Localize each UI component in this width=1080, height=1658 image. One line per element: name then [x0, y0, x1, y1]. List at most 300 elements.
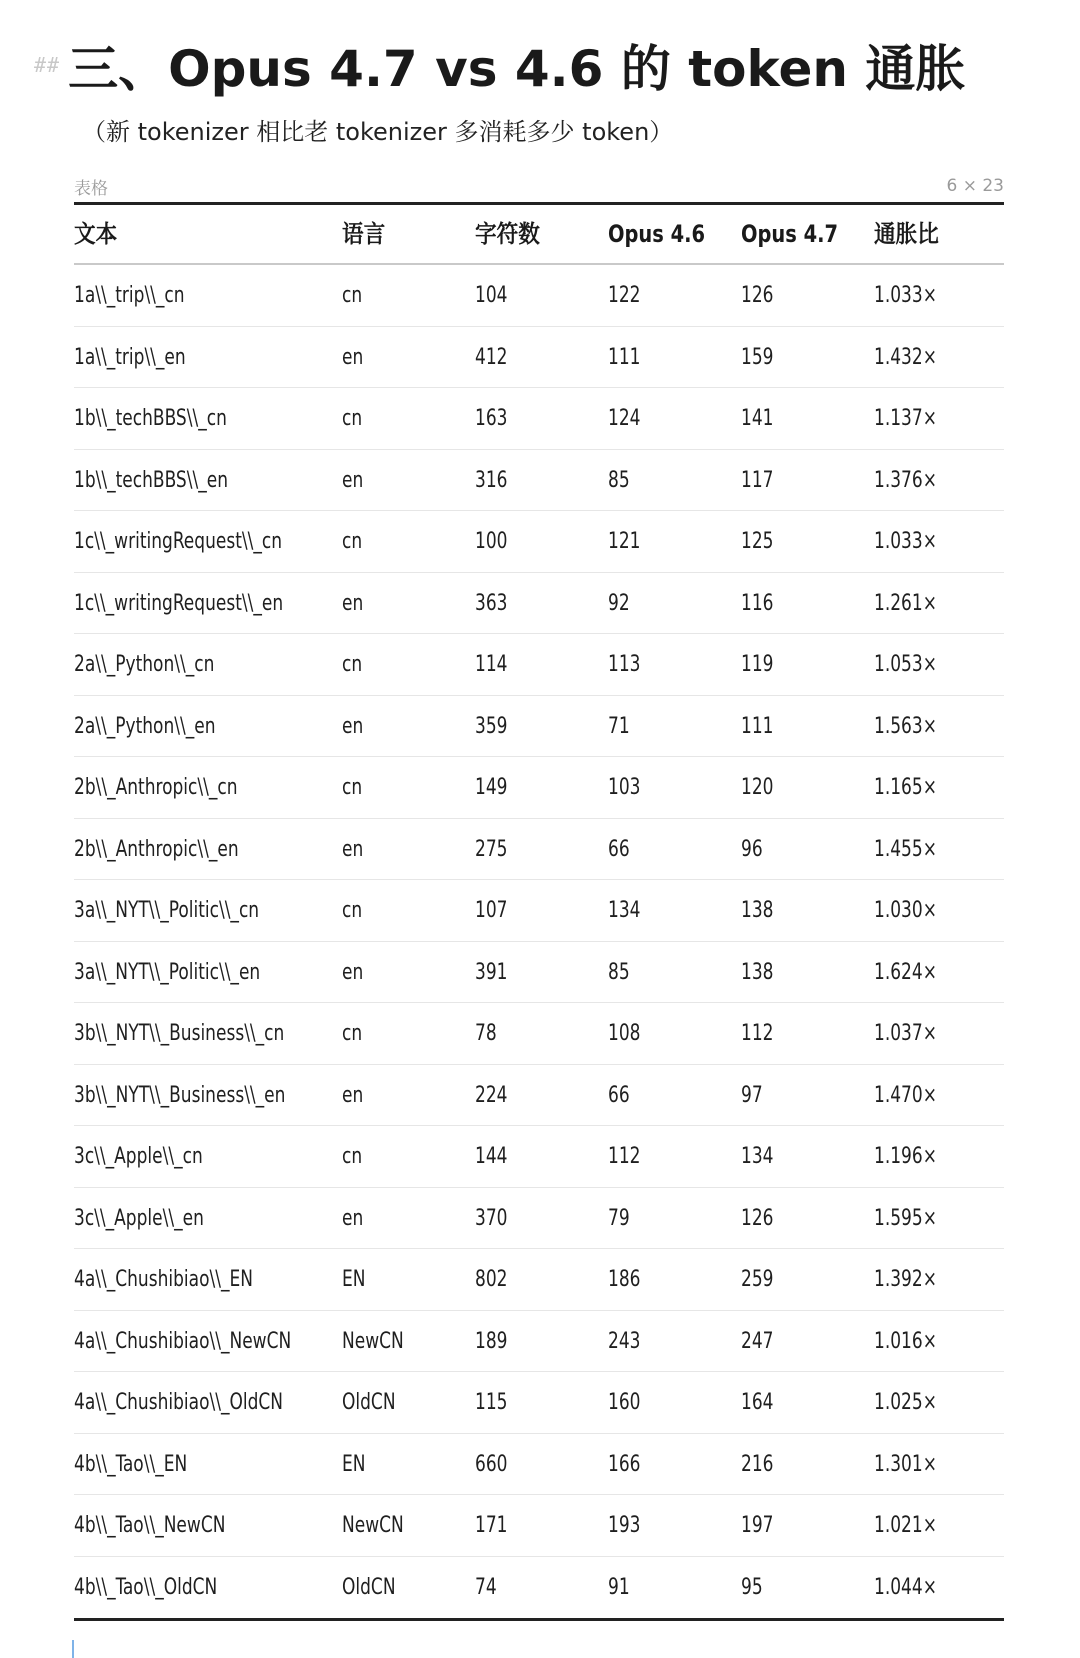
table-cell-value: 78 — [475, 1021, 497, 1046]
cell-text-name — [74, 388, 342, 450]
cell-char-count — [475, 511, 608, 573]
table-cell-value: 1.432× — [874, 344, 937, 370]
table-cell-value: 3a\\_NYT\\_Politic\\_cn — [74, 898, 260, 923]
cell-opus-47 — [741, 1188, 874, 1250]
cell-inflation-ratio — [874, 1495, 1004, 1557]
cell-language — [342, 450, 475, 512]
table-cell-value: 4b\\_Tao\\_OldCN — [74, 1574, 218, 1600]
table-cell-value: cn — [342, 1021, 363, 1046]
cell-language — [342, 1557, 475, 1619]
cell-opus-46 — [608, 757, 741, 819]
table-cell-value: NewCN — [342, 1328, 404, 1354]
table-cell-value: 2a\\_Python\\_cn — [74, 652, 215, 677]
table-container — [74, 202, 1004, 1621]
column-header-label: Opus 4.6 — [608, 220, 706, 248]
cell-inflation-ratio — [874, 388, 1004, 450]
cell-inflation-ratio — [874, 696, 1004, 758]
table-cell-value: 359 — [475, 713, 508, 739]
table-cell-value: 1.624× — [874, 959, 937, 985]
table-cell-value: 71 — [608, 713, 630, 739]
table-row — [74, 696, 1004, 758]
table-cell-value: 1.595× — [874, 1205, 937, 1231]
table-cell-value: 1.016× — [874, 1328, 937, 1354]
table-row — [74, 327, 1004, 389]
table-cell-value: 114 — [475, 652, 508, 677]
column-header-label: 文本 — [74, 220, 118, 248]
cell-language — [342, 1065, 475, 1127]
cell-opus-46 — [608, 511, 741, 573]
cell-opus-47 — [741, 388, 874, 450]
cell-opus-46 — [608, 573, 741, 635]
table-cell-value: 138 — [741, 898, 774, 923]
column-header-inflation-ratio — [874, 205, 1004, 265]
cell-opus-47 — [741, 265, 874, 327]
table-cell-value: 1a\\_trip\\_en — [74, 344, 186, 370]
cell-opus-46 — [608, 1434, 741, 1496]
table-cell-value: 95 — [741, 1574, 763, 1600]
table-cell-value: OldCN — [342, 1390, 396, 1415]
cell-language — [342, 573, 475, 635]
column-header-opus-47 — [741, 205, 874, 265]
table-cell-value: 160 — [608, 1390, 641, 1415]
table-cell-value: 4a\\_Chushibiao\\_OldCN — [74, 1390, 284, 1415]
table-cell-value: 111 — [608, 344, 641, 370]
table-cell-value: 1.301× — [874, 1451, 937, 1477]
column-header-label: Opus 4.7 — [741, 220, 839, 248]
table-cell-value: 113 — [608, 652, 641, 677]
table-row — [74, 1372, 1004, 1434]
cell-char-count — [475, 1003, 608, 1065]
table-meta — [74, 173, 1004, 199]
cell-text-name — [74, 327, 342, 389]
table-cell-value: 74 — [475, 1574, 497, 1600]
table-cell-value: 115 — [475, 1390, 508, 1415]
table-cell-value: cn — [342, 406, 363, 431]
table-cell-value: 112 — [608, 1144, 641, 1169]
page-title: 三、Opus 4.7 vs 4.6 的 token 通胀 — [68, 40, 966, 98]
table-cell-value: 92 — [608, 590, 630, 616]
table-cell-value: 243 — [608, 1328, 641, 1354]
table-cell-value: OldCN — [342, 1574, 396, 1600]
cell-inflation-ratio — [874, 1003, 1004, 1065]
table-cell-value: 108 — [608, 1021, 641, 1046]
cell-opus-46 — [608, 1495, 741, 1557]
cell-opus-46 — [608, 450, 741, 512]
cell-text-name — [74, 819, 342, 881]
table-cell-value: 316 — [475, 467, 508, 493]
cell-inflation-ratio — [874, 1311, 1004, 1373]
table-cell-value: 275 — [475, 836, 508, 862]
table-cell-value: 134 — [608, 898, 641, 923]
cell-inflation-ratio — [874, 1372, 1004, 1434]
table-header-row — [74, 205, 1004, 265]
table-cell-value: 802 — [475, 1267, 508, 1292]
table-row — [74, 265, 1004, 327]
cell-opus-46 — [608, 1557, 741, 1619]
table-cell-value: 119 — [741, 652, 774, 677]
cell-opus-46 — [608, 388, 741, 450]
table-cell-value: 412 — [475, 344, 508, 370]
table-cell-value: 1.165× — [874, 775, 937, 800]
cell-inflation-ratio — [874, 819, 1004, 881]
table-cell-value: 100 — [475, 529, 508, 554]
table-row — [74, 880, 1004, 942]
cell-opus-47 — [741, 696, 874, 758]
table-row — [74, 1126, 1004, 1188]
table-cell-value: 111 — [741, 713, 774, 739]
cell-text-name — [74, 942, 342, 1004]
table-cell-value: 166 — [608, 1451, 641, 1477]
table-cell-value: 370 — [475, 1205, 508, 1231]
table-cell-value: 85 — [608, 467, 630, 493]
cell-inflation-ratio — [874, 880, 1004, 942]
cell-inflation-ratio — [874, 511, 1004, 573]
cell-language — [342, 696, 475, 758]
table-cell-value: 2b\\_Anthropic\\_cn — [74, 775, 238, 800]
table-cell-value: 193 — [608, 1513, 641, 1538]
cell-text-name — [74, 1495, 342, 1557]
cell-opus-46 — [608, 1126, 741, 1188]
table-cell-value: 1.053× — [874, 652, 937, 677]
table-cell-value: 1.261× — [874, 590, 937, 616]
cell-opus-46 — [608, 1372, 741, 1434]
table-cell-value: 363 — [475, 590, 508, 616]
cell-opus-46 — [608, 634, 741, 696]
cell-opus-47 — [741, 880, 874, 942]
table-row — [74, 1495, 1004, 1557]
table-cell-value: 4a\\_Chushibiao\\_EN — [74, 1267, 253, 1292]
table-cell-value: 1c\\_writingRequest\\_en — [74, 590, 284, 616]
cell-text-name — [74, 1557, 342, 1619]
table-cell-value: 96 — [741, 836, 763, 862]
cell-inflation-ratio — [874, 450, 1004, 512]
cell-language — [342, 1126, 475, 1188]
cell-opus-46 — [608, 1065, 741, 1127]
cell-language — [342, 880, 475, 942]
table-row — [74, 450, 1004, 512]
table-cell-value: 126 — [741, 1205, 774, 1231]
cell-opus-46 — [608, 1188, 741, 1250]
cell-char-count — [475, 1557, 608, 1619]
cell-inflation-ratio — [874, 265, 1004, 327]
table-cell-value: 79 — [608, 1205, 630, 1231]
cell-opus-46 — [608, 1249, 741, 1311]
table-cell-value: cn — [342, 1144, 363, 1169]
table-row — [74, 1188, 1004, 1250]
table-cell-value: 120 — [741, 775, 774, 800]
table-cell-value: 1.030× — [874, 898, 937, 923]
table-cell-value: 1.037× — [874, 1021, 937, 1046]
cell-opus-46 — [608, 880, 741, 942]
table-cell-value: EN — [342, 1451, 366, 1477]
table-cell-value: 117 — [741, 467, 774, 493]
table-cell-value: 216 — [741, 1451, 774, 1477]
cell-inflation-ratio — [874, 757, 1004, 819]
table-row — [74, 634, 1004, 696]
cell-char-count — [475, 1434, 608, 1496]
table-cell-value: 66 — [608, 1082, 630, 1108]
cell-language — [342, 1311, 475, 1373]
column-header-opus-46 — [608, 205, 741, 265]
cell-opus-46 — [608, 942, 741, 1004]
data-table — [74, 202, 1004, 1621]
table-cell-value: 149 — [475, 775, 508, 800]
table-row — [74, 1249, 1004, 1311]
subtitle: （新 tokenizer 相比老 tokenizer 多消耗多少 token） — [82, 118, 674, 146]
table-cell-value: en — [342, 959, 364, 985]
table-cell-value: 259 — [741, 1267, 774, 1292]
cell-opus-46 — [608, 1311, 741, 1373]
cell-text-name — [74, 634, 342, 696]
cell-char-count — [475, 1249, 608, 1311]
table-cell-value: 112 — [741, 1021, 774, 1046]
table-cell-value: 85 — [608, 959, 630, 985]
cell-char-count — [475, 1495, 608, 1557]
table-cell-value: 189 — [475, 1328, 508, 1354]
cell-inflation-ratio — [874, 634, 1004, 696]
table-row — [74, 388, 1004, 450]
table-row — [74, 1003, 1004, 1065]
cell-text-name — [74, 1372, 342, 1434]
table-cell-value: 3c\\_Apple\\_en — [74, 1205, 204, 1231]
cell-inflation-ratio — [874, 942, 1004, 1004]
table-cell-value: 1.137× — [874, 406, 937, 431]
cell-text-name — [74, 757, 342, 819]
table-cell-value: 1.033× — [874, 529, 937, 554]
table-cell-value: NewCN — [342, 1513, 404, 1538]
table-cell-value: 1b\\_techBBS\\_cn — [74, 406, 227, 431]
cell-language — [342, 1249, 475, 1311]
table-cell-value: 2b\\_Anthropic\\_en — [74, 836, 239, 862]
table-cell-value: en — [342, 1082, 364, 1108]
cell-opus-47 — [741, 327, 874, 389]
table-cell-value: 103 — [608, 775, 641, 800]
table-cell-value: 97 — [741, 1082, 763, 1108]
table-cell-value: en — [342, 1205, 364, 1231]
cell-char-count — [475, 757, 608, 819]
table-cell-value: 1a\\_trip\\_cn — [74, 283, 185, 308]
table-body — [74, 265, 1004, 1618]
table-cell-value: cn — [342, 775, 363, 800]
cell-opus-47 — [741, 819, 874, 881]
cell-char-count — [475, 1372, 608, 1434]
table-cell-value: 4b\\_Tao\\_NewCN — [74, 1513, 226, 1538]
cell-char-count — [475, 450, 608, 512]
table-cell-value: 141 — [741, 406, 774, 431]
cell-opus-47 — [741, 757, 874, 819]
cell-opus-47 — [741, 1372, 874, 1434]
table-cell-value: 144 — [475, 1144, 508, 1169]
table-cell-value: 1.376× — [874, 467, 937, 493]
cell-opus-46 — [608, 1003, 741, 1065]
cell-language — [342, 265, 475, 327]
cell-text-name — [74, 1311, 342, 1373]
cell-text-name — [74, 1434, 342, 1496]
column-header-language — [342, 205, 475, 265]
table-cell-value: 124 — [608, 406, 641, 431]
table-cell-value: 171 — [475, 1513, 508, 1538]
table-cell-value: 1.392× — [874, 1267, 937, 1292]
cell-text-name — [74, 696, 342, 758]
table-cell-value: 164 — [741, 1390, 774, 1415]
table-cell-value: 126 — [741, 283, 774, 308]
cell-inflation-ratio — [874, 1249, 1004, 1311]
table-cell-value: 104 — [475, 283, 508, 308]
table-row — [74, 1065, 1004, 1127]
cell-opus-46 — [608, 327, 741, 389]
cell-opus-47 — [741, 511, 874, 573]
cell-inflation-ratio — [874, 1065, 1004, 1127]
cell-char-count — [475, 1311, 608, 1373]
table-cell-value: 197 — [741, 1513, 774, 1538]
table-row — [74, 1434, 1004, 1496]
table-cell-value: 247 — [741, 1328, 774, 1354]
cell-text-name — [74, 511, 342, 573]
cell-text-name — [74, 880, 342, 942]
table-cell-value: 122 — [608, 283, 641, 308]
cell-opus-47 — [741, 1003, 874, 1065]
cell-opus-47 — [741, 1126, 874, 1188]
cell-language — [342, 757, 475, 819]
table-cell-value: en — [342, 344, 364, 370]
cell-language — [342, 1188, 475, 1250]
cell-language — [342, 511, 475, 573]
cell-text-name — [74, 1188, 342, 1250]
cursor-line — [72, 1640, 74, 1658]
cell-language — [342, 819, 475, 881]
cell-language — [342, 1495, 475, 1557]
column-header-label: 通胀比 — [874, 220, 939, 248]
table-cell-value: 660 — [475, 1451, 508, 1477]
table-cell-value: 107 — [475, 898, 508, 923]
heading-marker: ## — [34, 53, 61, 77]
cell-char-count — [475, 696, 608, 758]
cell-language — [342, 327, 475, 389]
table-cell-value: 116 — [741, 590, 774, 616]
cell-opus-47 — [741, 573, 874, 635]
cell-char-count — [475, 573, 608, 635]
table-cell-value: cn — [342, 898, 363, 923]
cell-language — [342, 942, 475, 1004]
table-cell-value: 91 — [608, 1574, 630, 1600]
cell-char-count — [475, 388, 608, 450]
cell-text-name — [74, 450, 342, 512]
cell-language — [342, 1372, 475, 1434]
cell-char-count — [475, 819, 608, 881]
cell-language — [342, 634, 475, 696]
table-row — [74, 819, 1004, 881]
cell-inflation-ratio — [874, 1188, 1004, 1250]
table-cell-value: 224 — [475, 1082, 508, 1108]
table-cell-value: EN — [342, 1267, 366, 1292]
cell-opus-46 — [608, 265, 741, 327]
table-cell-value: 1.455× — [874, 836, 937, 862]
table-cell-value: 1.021× — [874, 1513, 937, 1538]
table-cell-value: 1b\\_techBBS\\_en — [74, 467, 228, 493]
section-heading — [34, 30, 965, 100]
table-label: 表格 — [74, 178, 108, 199]
table-row — [74, 757, 1004, 819]
column-header-label: 语言 — [342, 220, 386, 248]
cell-opus-47 — [741, 634, 874, 696]
cell-char-count — [475, 327, 608, 389]
cell-opus-47 — [741, 1434, 874, 1496]
table-cell-value: 4a\\_Chushibiao\\_NewCN — [74, 1328, 292, 1354]
table-dimensions: 6 × 23 — [946, 176, 1004, 196]
cell-char-count — [475, 1188, 608, 1250]
cell-text-name — [74, 1003, 342, 1065]
table-cell-value: 1.470× — [874, 1082, 937, 1108]
cell-language — [342, 388, 475, 450]
cell-text-name — [74, 1065, 342, 1127]
table-cell-value: 3a\\_NYT\\_Politic\\_en — [74, 959, 261, 985]
table-row — [74, 573, 1004, 635]
table-cell-value: 134 — [741, 1144, 774, 1169]
table-cell-value: 3b\\_NYT\\_Business\\_en — [74, 1082, 286, 1108]
table-cell-value: cn — [342, 652, 363, 677]
cell-text-name — [74, 1249, 342, 1311]
table-cell-value: cn — [342, 529, 363, 554]
table-cell-value: 3c\\_Apple\\_cn — [74, 1144, 203, 1169]
table-row — [74, 1557, 1004, 1619]
table-cell-value: cn — [342, 283, 363, 308]
table-cell-value: 4b\\_Tao\\_EN — [74, 1451, 188, 1477]
table-cell-value: 3b\\_NYT\\_Business\\_cn — [74, 1021, 285, 1046]
table-cell-value: 391 — [475, 959, 508, 985]
table-cell-value: 2a\\_Python\\_en — [74, 713, 216, 739]
table-row — [74, 942, 1004, 1004]
table-cell-value: en — [342, 590, 364, 616]
column-header-label: 字符数 — [475, 220, 540, 248]
cell-char-count — [475, 1065, 608, 1127]
table-cell-value: 1c\\_writingRequest\\_cn — [74, 529, 283, 554]
table-cell-value: en — [342, 713, 364, 739]
column-header-char-count — [475, 205, 608, 265]
cell-opus-47 — [741, 1557, 874, 1619]
table-cell-value: 1.025× — [874, 1390, 937, 1415]
table-cell-value: 121 — [608, 529, 641, 554]
table-cell-value: 1.033× — [874, 283, 937, 308]
cell-opus-47 — [741, 1249, 874, 1311]
cell-text-name — [74, 265, 342, 327]
cell-char-count — [475, 1126, 608, 1188]
cell-text-name — [74, 1126, 342, 1188]
column-header-text — [74, 205, 342, 265]
table-cell-value: en — [342, 836, 364, 862]
table-cell-value: 125 — [741, 529, 774, 554]
table-cell-value: 163 — [475, 406, 508, 431]
cell-opus-47 — [741, 1311, 874, 1373]
cell-opus-46 — [608, 696, 741, 758]
cell-char-count — [475, 880, 608, 942]
cell-inflation-ratio — [874, 1126, 1004, 1188]
cell-inflation-ratio — [874, 573, 1004, 635]
table-row — [74, 1311, 1004, 1373]
cell-language — [342, 1434, 475, 1496]
cell-opus-46 — [608, 819, 741, 881]
table-cell-value: 159 — [741, 344, 774, 370]
table-row — [74, 511, 1004, 573]
cell-opus-47 — [741, 942, 874, 1004]
cell-opus-47 — [741, 1065, 874, 1127]
cell-opus-47 — [741, 450, 874, 512]
table-cell-value: 1.044× — [874, 1574, 937, 1600]
cell-char-count — [475, 265, 608, 327]
cell-char-count — [475, 634, 608, 696]
cell-language — [342, 1003, 475, 1065]
cell-opus-47 — [741, 1495, 874, 1557]
table-cell-value: 1.563× — [874, 713, 937, 739]
